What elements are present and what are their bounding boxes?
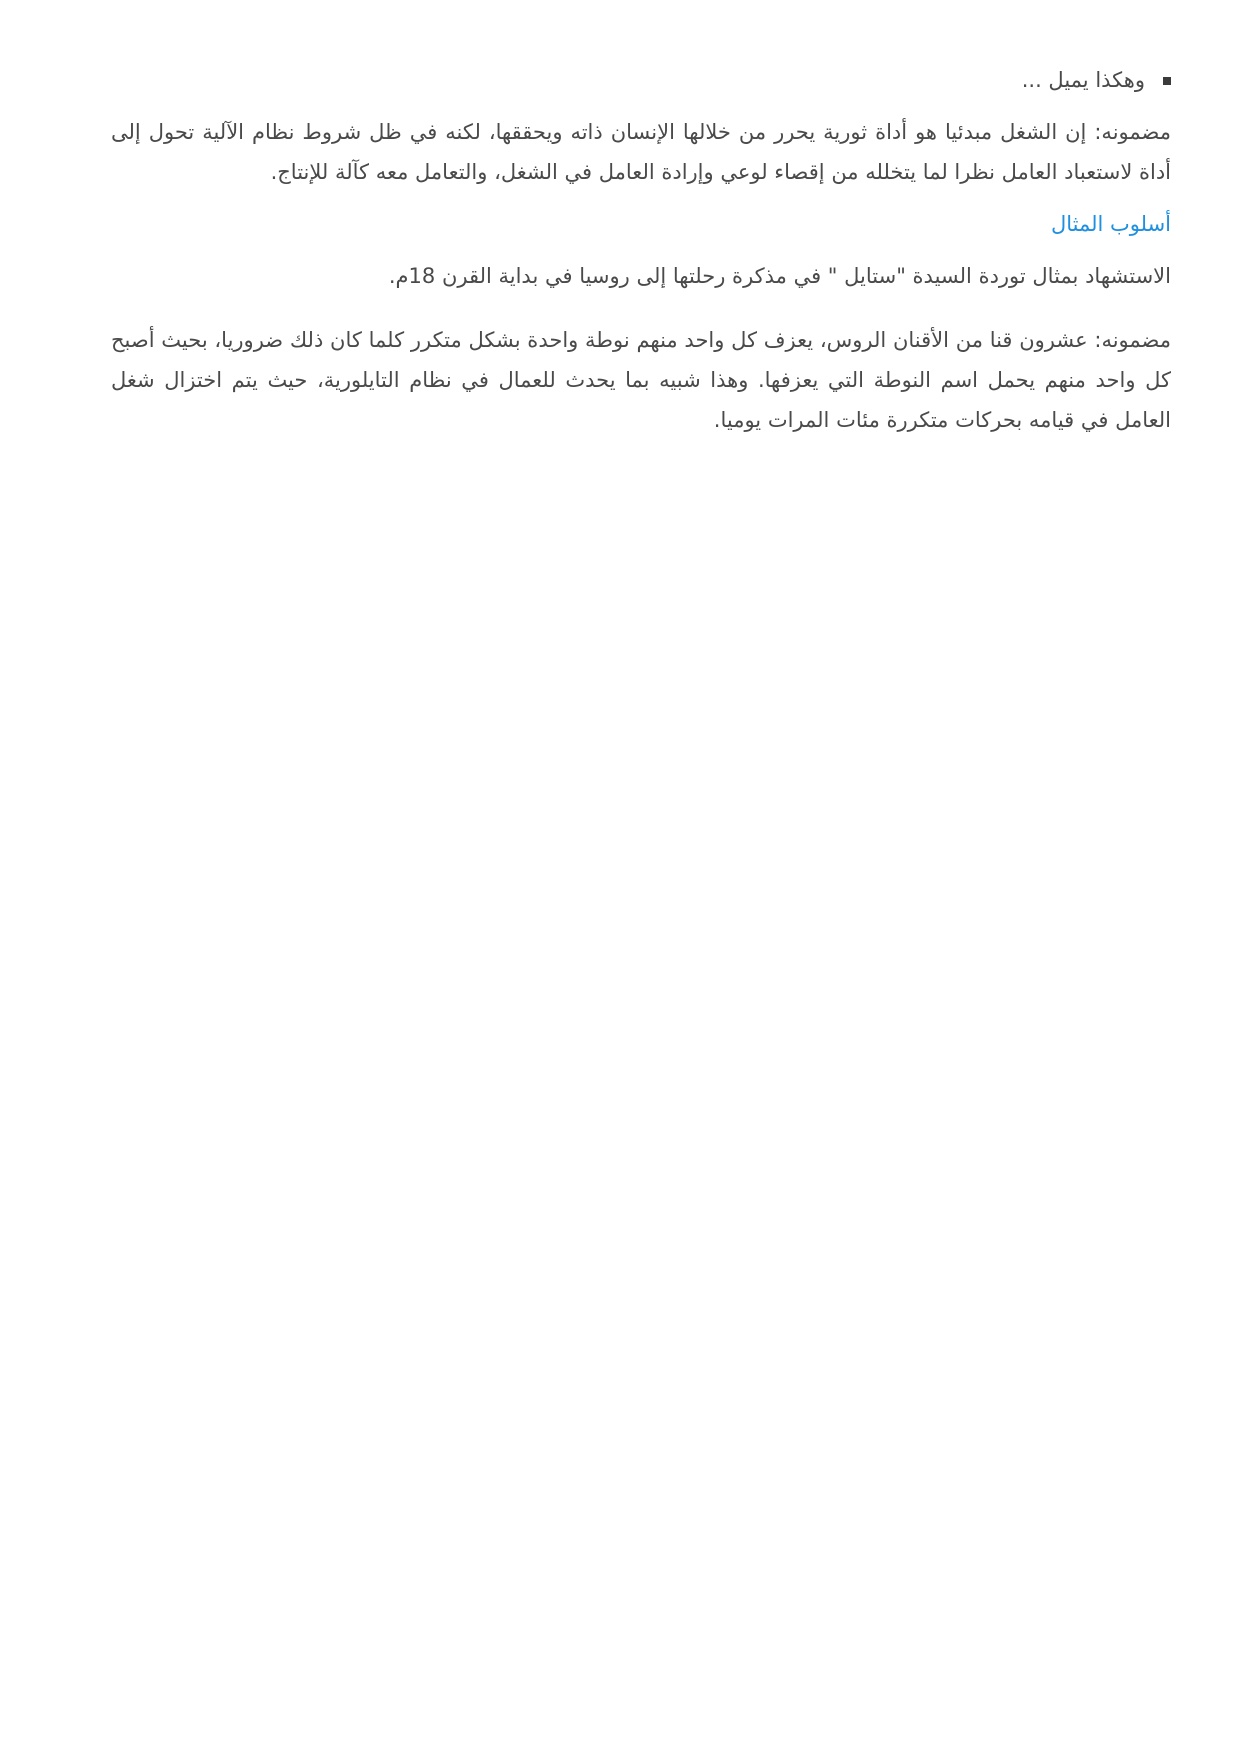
paragraph-2: الاستشهاد بمثال توردة السيدة "ستايل " في مذكرة رحلتها إلى روسيا في بداية القرن 18م.: [388, 264, 1171, 288]
bullet-item: [111, 60, 1171, 100]
section-heading: أسلوب المثال: [1050, 212, 1171, 236]
square-bullet-icon: [1163, 77, 1171, 85]
paragraph-3: مضمونه: عشرون قنا من الأقنان الروس، يعزف كل واحد منهم نوطة واحدة بشكل متكرر كلما كان ذلك ضروريا، بحيث أصبح كل واحد منهم يحمل اسم النوطة التي يعزفها. وهذا شبيه بما يحدث للعمال في نظام التايلورية، حيث يتم اختزال شغل العامل في قيامه بحركات متكررة مئات المرات يوميا.: [111, 328, 1171, 432]
document-content: [111, 60, 1171, 452]
paragraph-1: مضمونه: إن الشغل مبدئيا هو أداة ثورية يحرر من خلالها الإنسان ذاته ويحققها، لكنه في ظل شروط نظام الآلية تحول إلى أداة لاستعباد العامل نظرا لما يتخلله من إقصاء لوعي وإرادة العامل في الشغل، والتعامل معه كآلة للإنتاج.: [111, 120, 1171, 184]
bullet-item-text: وهكذا يميل ...: [1021, 68, 1145, 92]
spacer: [111, 308, 1171, 320]
